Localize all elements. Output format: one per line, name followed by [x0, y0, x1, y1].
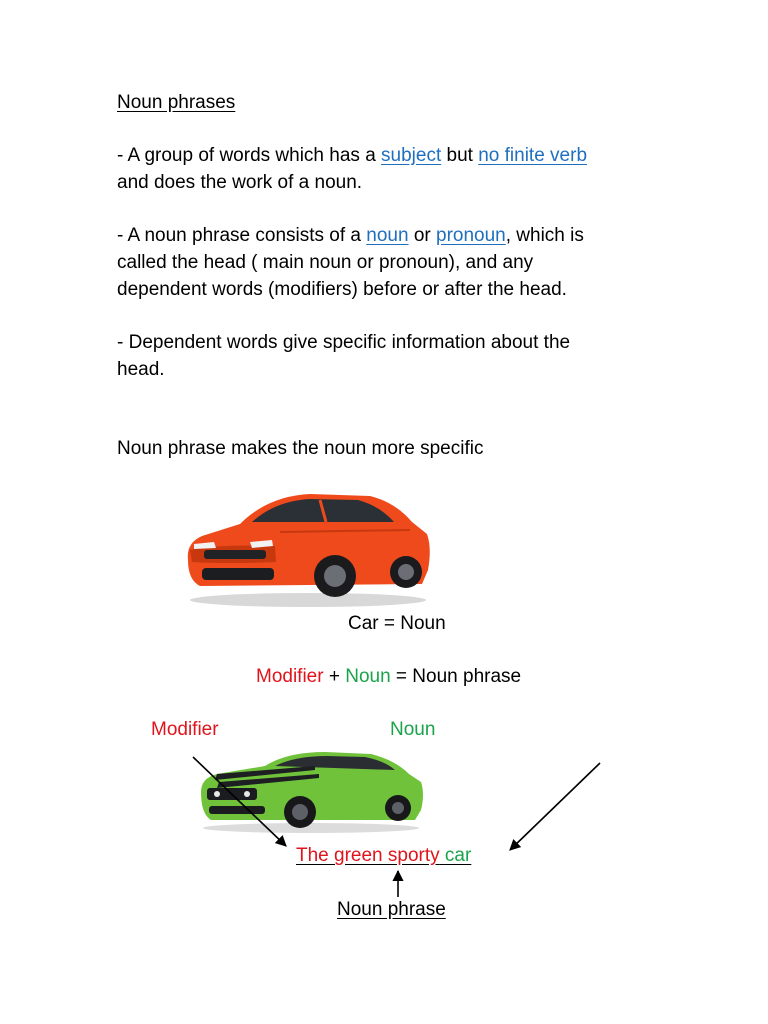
noun-link[interactable]: noun — [366, 225, 409, 246]
equation-noun: Noun — [345, 666, 391, 687]
structure-text: or — [408, 225, 436, 246]
dependent-line-2: head. — [117, 359, 165, 380]
example-noun-phrase — [296, 842, 471, 869]
structure-line-3: dependent words (modifiers) before or after the head. — [117, 279, 567, 300]
noun-label: Noun — [390, 719, 436, 740]
phrase-modifiers: The green sporty — [296, 845, 440, 866]
noun-phrase-label: Noun phrase — [337, 899, 446, 920]
subject-link[interactable]: subject — [381, 145, 442, 166]
car-caption: Car = Noun — [348, 613, 446, 634]
equation-modifier: Modifier — [256, 666, 324, 687]
structure-text: , which is — [505, 225, 584, 246]
no-finite-verb-link[interactable]: no finite verb — [478, 145, 588, 166]
specific-statement: Noun phrase makes the noun more specific — [117, 438, 484, 459]
equation-result: = Noun phrase — [390, 666, 522, 687]
modifier-label: Modifier — [151, 719, 219, 740]
phrase-noun: car — [444, 845, 472, 866]
definition-text: - A group of words which has a — [117, 145, 382, 166]
page-title: Noun phrases — [117, 92, 236, 113]
pronoun-link[interactable]: pronoun — [436, 225, 506, 246]
structure-line-2: called the head ( main noun or pronoun), and any — [117, 252, 534, 273]
modifier-arrow — [193, 757, 286, 846]
structure-text: - A noun phrase consists of a — [117, 225, 367, 246]
equation-plus: + — [323, 666, 346, 687]
dependent-line-1: - Dependent words give specific information about the — [117, 332, 571, 353]
noun-arrow — [510, 763, 600, 850]
definition-text: but — [441, 145, 479, 166]
definition-line-2: and does the work of a noun. — [117, 172, 363, 193]
